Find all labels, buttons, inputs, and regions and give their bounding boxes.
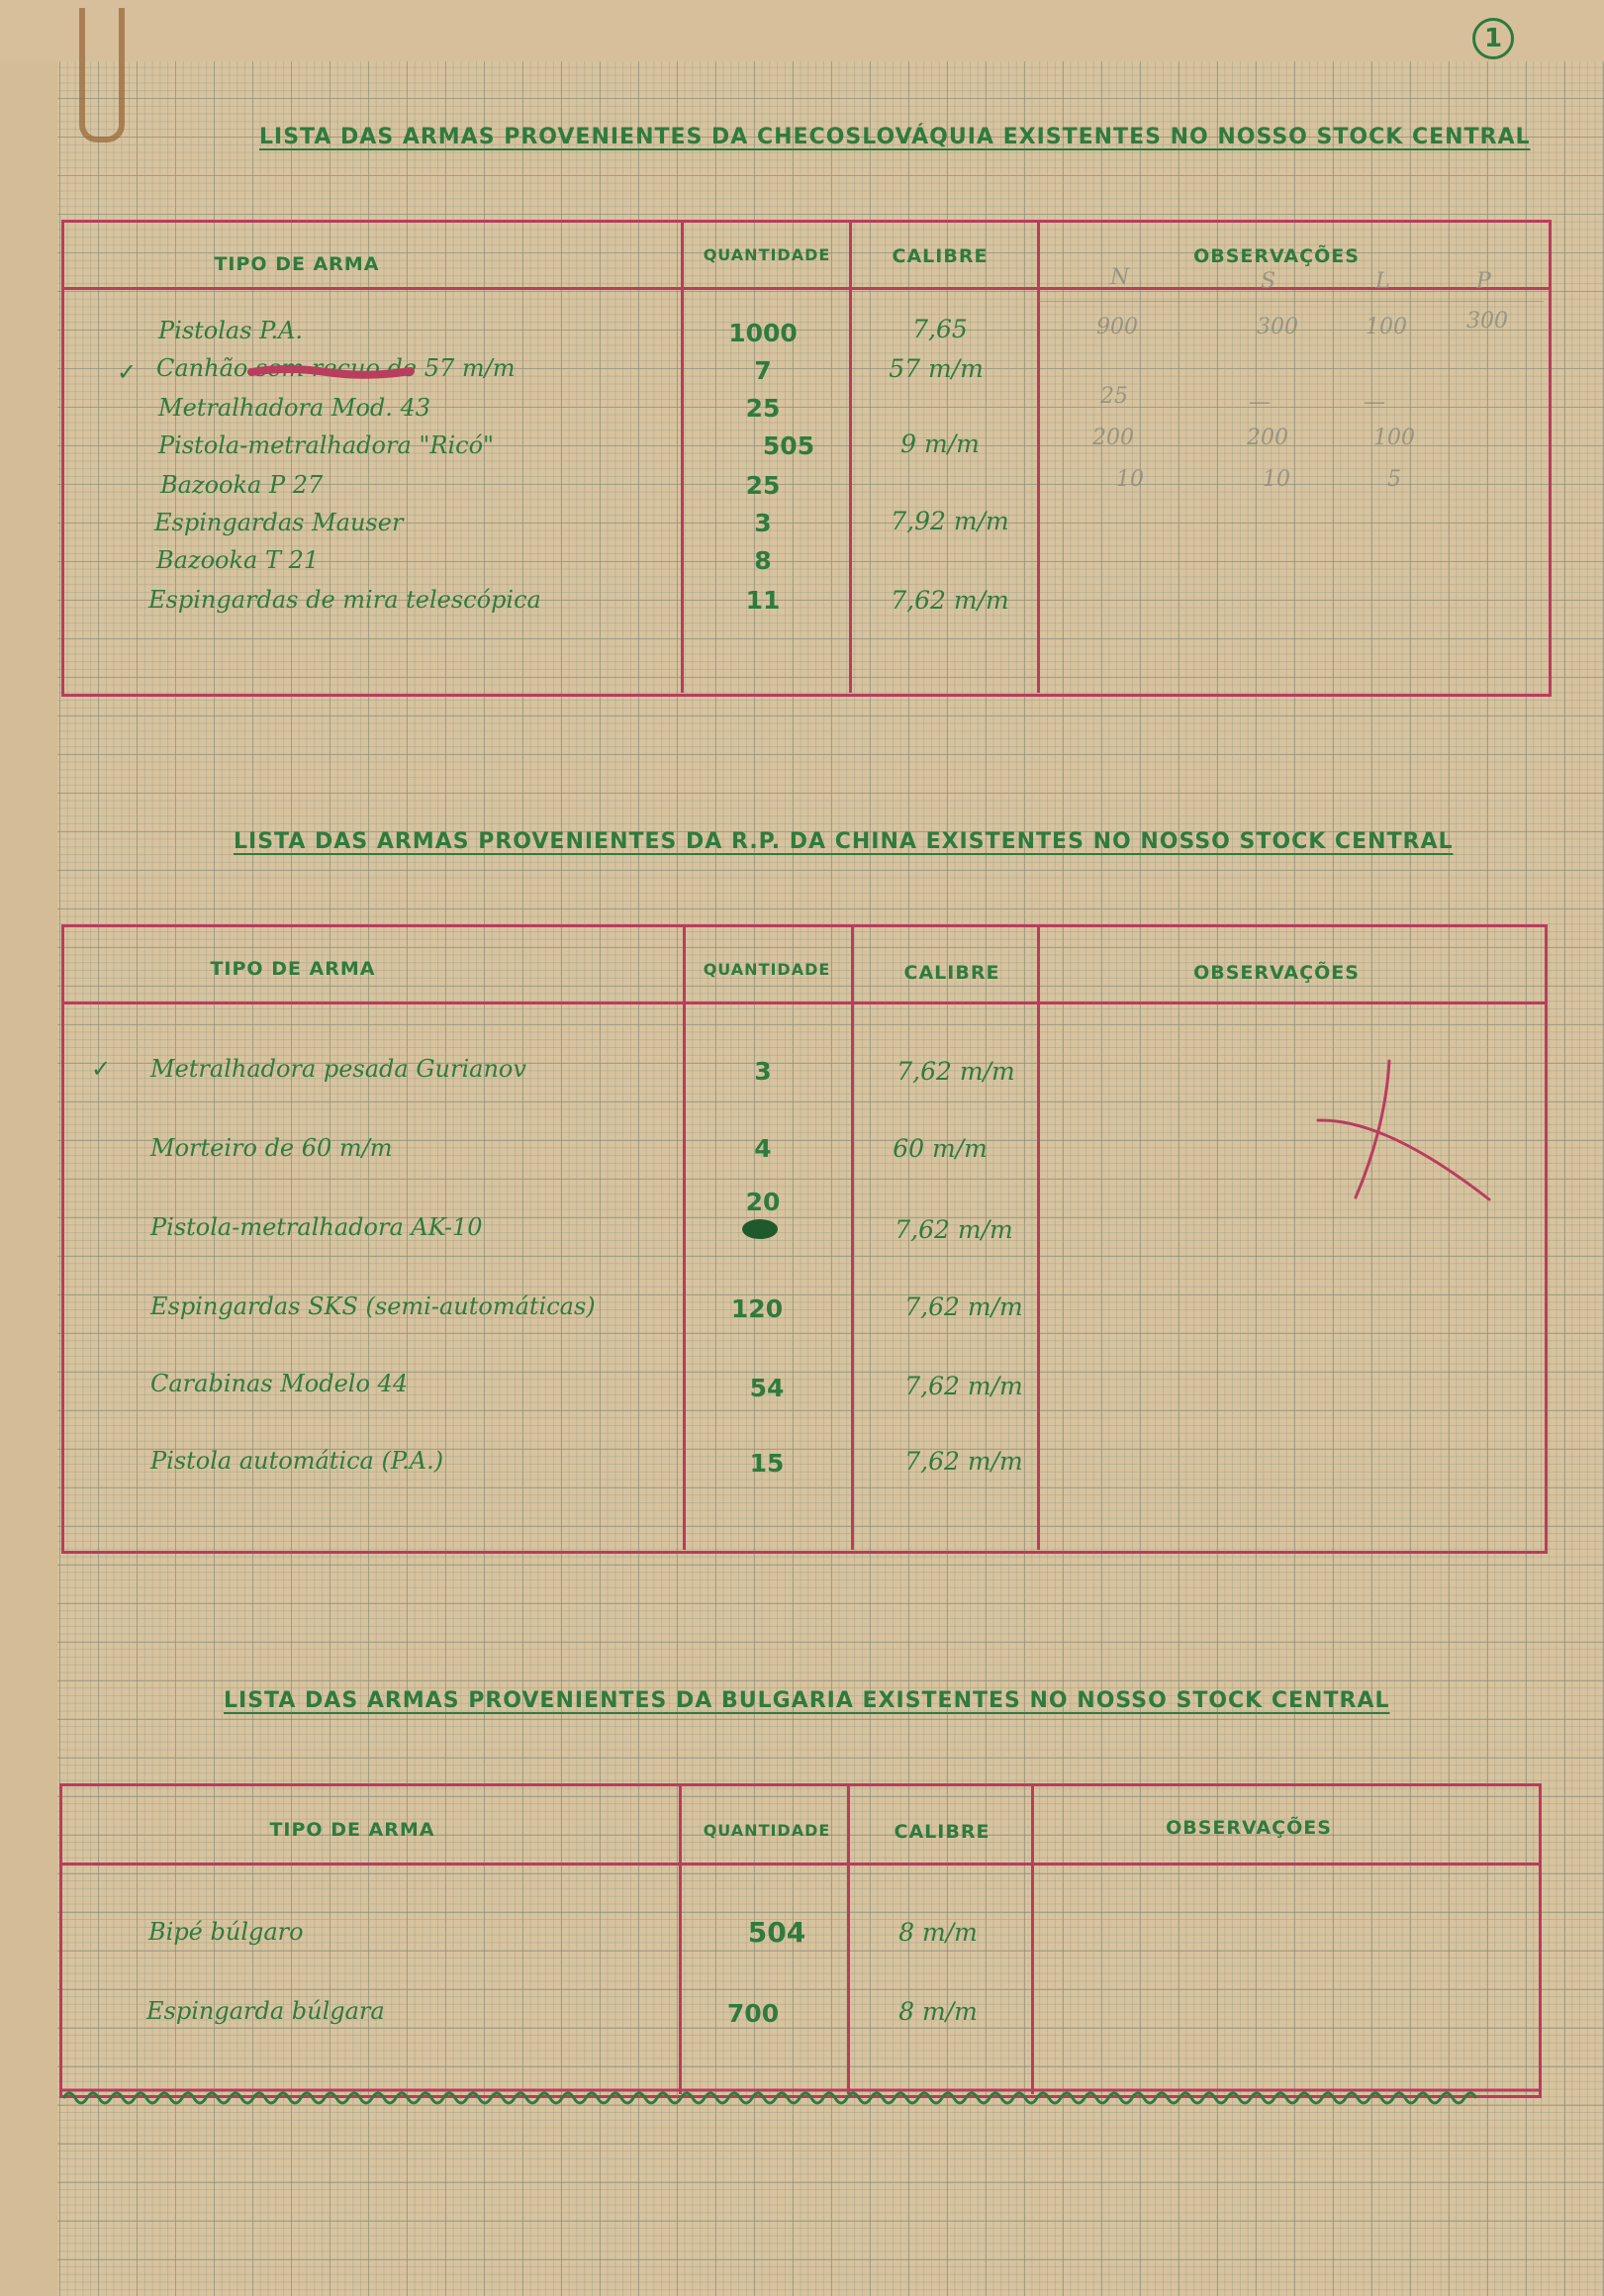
obs-value: 300: [1466, 309, 1508, 334]
header-quantity: QUANTIDADE: [703, 960, 831, 979]
obs-value: 100: [1366, 315, 1407, 339]
checkmark-icon: ✓: [91, 1055, 112, 1083]
table-1-row-quantity: 8: [754, 546, 772, 575]
ink-blot: [742, 1219, 778, 1239]
table-2-col-divider: [683, 924, 686, 1550]
table-3-row-caliber: 8 m/m: [898, 1918, 978, 1947]
table-1-row-caliber: 7,92 m/m: [891, 507, 1009, 535]
table-3-row-type: Bipé búlgaro: [148, 1918, 304, 1946]
header-caliber: CALIBRE: [894, 1821, 991, 1843]
obs-value: 200: [1092, 426, 1134, 450]
paper-margin: [0, 0, 57, 2296]
obs-value: 5: [1387, 467, 1401, 492]
obs-value: 10: [1263, 467, 1290, 492]
obs-column-label: L: [1375, 269, 1390, 294]
table-2-row-type: Pistola-metralhadora AK-10: [150, 1213, 483, 1241]
table-1-header-rule: [61, 287, 1552, 290]
table-2-row-quantity: 120: [730, 1294, 784, 1323]
table-1-row-quantity: 1000: [728, 319, 798, 347]
header-type: TIPO DE ARMA: [269, 1819, 435, 1841]
obs-value: 200: [1247, 426, 1288, 450]
table-2-row-caliber: 7,62 m/m: [896, 1057, 1015, 1086]
strikethrough-mark: [247, 362, 416, 382]
table-1-row-type: Metralhadora Mod. 43: [158, 394, 431, 422]
table-2-row-type: Carabinas Modelo 44: [150, 1370, 409, 1397]
page-number: 1: [1472, 18, 1514, 59]
table-1-col-divider: [1037, 220, 1040, 693]
paper-top-margin: [0, 0, 1604, 61]
header-caliber: CALIBRE: [903, 962, 1000, 984]
table-2-row-quantity: 54: [749, 1374, 785, 1402]
obs-value: 900: [1096, 315, 1138, 339]
table-2-row-quantity: 15: [749, 1449, 785, 1478]
section-3-title: LISTA DAS ARMAS PROVENIENTES DA BULGARIA EXISTENTES NO NOSSO STOCK CENTRAL: [224, 1688, 1390, 1713]
table-3-row-caliber: 8 m/m: [898, 1997, 978, 2026]
table-3-col-divider: [679, 1783, 682, 2094]
table-3-col-divider: [1031, 1783, 1034, 2094]
table-2-row-quantity: 3: [754, 1057, 772, 1086]
header-type: TIPO DE ARMA: [214, 253, 380, 275]
table-2-row-type: Pistola automática (P.A.): [150, 1447, 444, 1475]
obs-column-label: N: [1110, 265, 1130, 290]
paperclip-stain: [79, 8, 125, 143]
obs-column-label: S: [1261, 269, 1276, 294]
table-1-row-caliber: 7,65: [912, 315, 968, 343]
table-1-row-quantity: 505: [762, 431, 815, 460]
section-1-title: LISTA DAS ARMAS PROVENIENTES DA CHECOSLOVÁQUIA EXISTENTES NO NOSSO STOCK CENTRAL: [259, 125, 1531, 149]
header-observations: OBSERVAÇÕES: [1193, 245, 1360, 267]
table-1-row-type: Canhão sem recuo de 57 m/m: [156, 354, 516, 382]
table-2-row-type: Morteiro de 60 m/m: [150, 1134, 393, 1162]
table-3-header-rule: [59, 1863, 1542, 1866]
obs-value: 25: [1100, 384, 1128, 409]
table-3-row-quantity: 700: [726, 1999, 780, 2028]
table-1-row-quantity: 25: [745, 471, 781, 500]
table-2-row-type: Metralhadora pesada Gurianov: [150, 1055, 526, 1083]
table-1-col-divider: [681, 220, 684, 693]
obs-pencil-rule: [1039, 301, 1544, 302]
table-1-row-type: Bazooka P 27: [160, 471, 324, 499]
table-1-row-caliber: 57 m/m: [889, 354, 984, 383]
table-3-row-quantity: 504: [747, 1916, 806, 1949]
obs-value: 10: [1116, 467, 1144, 492]
table-1-row-type: Pistolas P.A.: [158, 317, 304, 344]
table-1-row-caliber: 9 m/m: [900, 430, 980, 458]
header-type: TIPO DE ARMA: [210, 958, 376, 980]
obs-value: —: [1364, 390, 1385, 415]
table-1-row-quantity: 3: [754, 509, 772, 537]
header-observations: OBSERVAÇÕES: [1166, 1817, 1332, 1839]
cross-mark: [1306, 1049, 1504, 1227]
table-1-row-quantity: 25: [745, 394, 781, 423]
table-2-row-quantity: 4: [754, 1134, 772, 1163]
table-2-row-caliber: 7,62 m/m: [904, 1292, 1023, 1321]
table-2-row-caliber: 7,62 m/m: [904, 1372, 1023, 1400]
checkmark-icon: ✓: [117, 358, 138, 386]
scribble-line: [59, 2082, 1544, 2112]
table-2-header-rule: [61, 1002, 1548, 1004]
table-2-row-caliber: 7,62 m/m: [895, 1215, 1013, 1244]
table-1-row-type: Espingardas de mira telescópica: [148, 586, 541, 614]
obs-value: 100: [1373, 426, 1415, 450]
header-caliber: CALIBRE: [892, 245, 989, 267]
table-2-row-quantity: 20: [745, 1188, 781, 1216]
header-quantity: QUANTIDADE: [703, 245, 831, 264]
obs-column-label: P: [1476, 269, 1491, 294]
table-1-row-type: Espingardas Mauser: [154, 509, 404, 536]
obs-value: 300: [1257, 315, 1298, 339]
header-observations: OBSERVAÇÕES: [1193, 962, 1360, 984]
table-2-row-caliber: 60 m/m: [893, 1134, 988, 1163]
table-1-row-type: Bazooka T 21: [156, 546, 320, 574]
table-2-row-type: Espingardas SKS (semi-automáticas): [150, 1292, 596, 1320]
table-1-row-caliber: 7,62 m/m: [891, 586, 1009, 615]
section-2-title: LISTA DAS ARMAS PROVENIENTES DA R.P. DA CHINA EXISTENTES NO NOSSO STOCK CENTRAL: [234, 829, 1454, 854]
table-1-row-type: Pistola-metralhadora "Ricó": [158, 431, 495, 459]
obs-value: —: [1249, 390, 1271, 415]
table-3-row-type: Espingarda búlgara: [146, 1997, 385, 2025]
table-2-col-divider: [851, 924, 854, 1550]
table-2-row-caliber: 7,62 m/m: [904, 1447, 1023, 1476]
header-quantity: QUANTIDADE: [703, 1821, 831, 1840]
table-1-row-quantity: 11: [745, 586, 781, 615]
table-1-row-quantity: 7: [754, 356, 772, 385]
